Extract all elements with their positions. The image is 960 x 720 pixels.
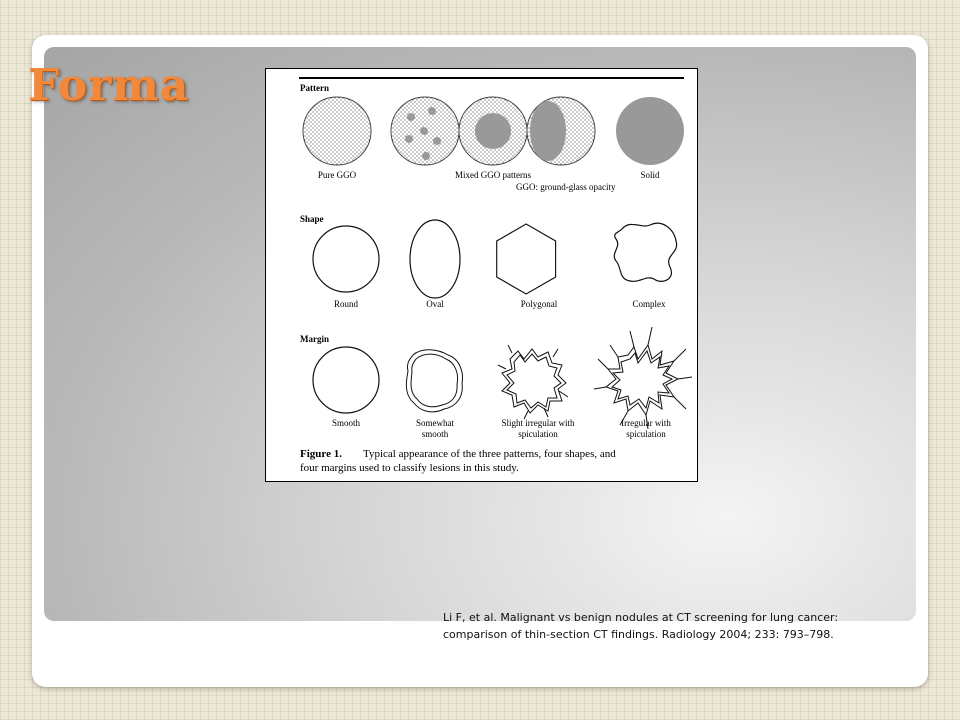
pattern-mixed-ggo-1 (391, 97, 459, 165)
label-ggo-note: GGO: ground-glass opacity (516, 182, 616, 192)
caption-line-2: four margins used to classify lesions in this study. (300, 462, 519, 474)
slide-title: Forma (28, 60, 190, 111)
label-complex: Complex (632, 299, 666, 309)
shape-polygonal (497, 224, 556, 294)
caption-label: Figure 1. (300, 448, 342, 460)
section-label-shape: Shape (300, 214, 324, 224)
section-label-pattern: Pattern (300, 83, 329, 93)
figure-image (265, 68, 698, 482)
label-somewhat-1: Somewhat (416, 418, 454, 428)
label-pure-ggo: Pure GGO (317, 170, 357, 180)
margin-smooth (313, 347, 379, 413)
shape-round (313, 226, 379, 292)
label-irregular-2: spiculation (626, 429, 666, 439)
label-slight-2: spiculation (518, 429, 558, 439)
label-oval: Oval (426, 299, 444, 309)
pattern-solid (616, 97, 684, 165)
margin-slight-irregular (498, 345, 568, 419)
pattern-mixed-ggo-2 (459, 97, 527, 165)
label-irregular-1: Irregular with (621, 418, 671, 428)
label-solid: Solid (640, 170, 660, 180)
label-somewhat-2: smooth (421, 429, 449, 439)
label-smooth: Smooth (331, 418, 361, 428)
label-mixed-ggo: Mixed GGO patterns (455, 170, 531, 180)
label-round: Round (333, 299, 359, 309)
label-slight-1: Slight irregular with (501, 418, 575, 428)
label-polygonal: Polygonal (520, 299, 558, 309)
pattern-pure-ggo (303, 97, 371, 165)
margin-somewhat-smooth (406, 350, 462, 412)
figure-illustration (266, 69, 697, 481)
caption-line-1: Typical appearance of the three patterns, four shapes, and (363, 448, 616, 460)
citation-text: Li F, et al. Malignant vs benign nodules at CT screening for lung cancer: comparison of thin-section CT findings. Radiology 2004; 233: 793–798. (443, 611, 839, 641)
margin-irregular-spiculation (594, 327, 692, 429)
section-label-margin: Margin (300, 334, 329, 344)
shape-oval (410, 220, 460, 298)
pattern-mixed-ggo-3 (527, 97, 595, 165)
shape-complex (614, 223, 676, 281)
